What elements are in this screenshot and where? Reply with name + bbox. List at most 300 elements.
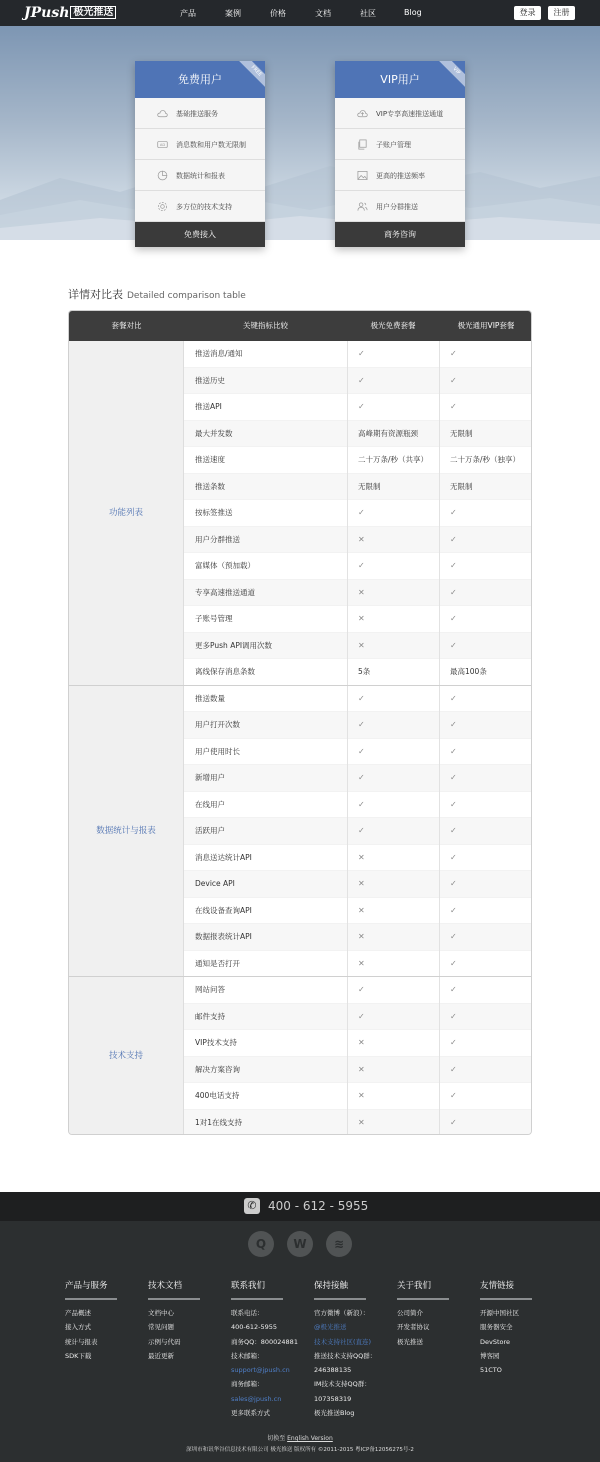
- table-row: [184, 818, 532, 845]
- footer-link[interactable]: 文档中心: [148, 1309, 174, 1317]
- ad-icon: [157, 139, 168, 150]
- cross-icon: ✕: [358, 1117, 365, 1127]
- table-row: [184, 633, 532, 660]
- plan-card-vip: [335, 61, 465, 247]
- check-icon: ✓: [450, 375, 457, 385]
- table-row: [184, 474, 532, 501]
- metric-cell: [195, 845, 252, 872]
- copyright: 深圳市和讯华谷信息技术有限公司 极光推送 版权所有 ©2011-2015 粤ICP备12056275号-2: [186, 1447, 414, 1453]
- switch-label: 切换至: [267, 1435, 286, 1442]
- cell-text: 富媒体（预加载）: [195, 561, 255, 570]
- plan-feature: [335, 98, 465, 129]
- footer-column: [231, 1279, 298, 1420]
- free-cell: [347, 845, 439, 872]
- footer-link[interactable]: 51CTO: [480, 1366, 502, 1375]
- check-icon: ✓: [450, 693, 457, 703]
- check-icon: ✓: [358, 720, 365, 729]
- nav-item-blog[interactable]: Blog: [404, 8, 422, 17]
- free-cell: [347, 1057, 439, 1084]
- table-row: [184, 1083, 532, 1110]
- check-icon: ✓: [450, 932, 457, 941]
- vip-cell: [439, 792, 532, 819]
- cross-icon: ✕: [358, 932, 365, 941]
- rss-icon[interactable]: ≋: [326, 1231, 352, 1257]
- footer-column-title: 关于我们: [397, 1279, 449, 1300]
- vip-cell: [439, 659, 532, 686]
- nav-item-docs[interactable]: 文档: [315, 9, 331, 18]
- footer-link[interactable]: 常见问题: [148, 1323, 174, 1332]
- vip-cell: [439, 1083, 532, 1110]
- vip-cell: [439, 633, 532, 660]
- footer-link[interactable]: 极光推送Blog: [314, 1409, 355, 1418]
- check-icon: ✓: [450, 826, 457, 835]
- footer-link[interactable]: 开发者协议: [397, 1323, 430, 1332]
- vip-cell: [439, 977, 532, 1004]
- english-version-link[interactable]: English Version: [287, 1435, 333, 1442]
- free-cell: [347, 500, 439, 527]
- vip-cell: [439, 845, 532, 872]
- comparison-title: [68, 286, 246, 302]
- footer-link[interactable]: 商务QQ：800024881: [231, 1337, 298, 1346]
- metric-cell: [195, 606, 233, 633]
- vip-cell: [439, 1110, 532, 1136]
- metric-cell: [195, 633, 272, 660]
- table-row: [184, 845, 532, 872]
- table-row: [184, 871, 532, 898]
- metric-cell: [195, 977, 225, 1004]
- vip-cell: [439, 871, 532, 898]
- free-cell: [347, 977, 439, 1004]
- vip-cell: [439, 1004, 532, 1031]
- metric-cell: [195, 527, 240, 554]
- footer-link[interactable]: 400-612-5955: [231, 1323, 278, 1332]
- footer-link[interactable]: 示例与代码: [148, 1337, 181, 1346]
- phone-number: 400 - 612 - 5955: [268, 1199, 369, 1213]
- check-icon: ✓: [358, 508, 365, 517]
- cross-icon: ✕: [358, 958, 365, 968]
- table-row: [184, 394, 532, 421]
- cell-text: 二十万条/秒（共享）: [358, 455, 429, 464]
- table-row: [184, 739, 532, 766]
- table-row: [184, 924, 532, 951]
- check-icon: ✓: [450, 614, 457, 623]
- check-icon: ✓: [358, 773, 365, 782]
- metric-cell: [195, 341, 243, 368]
- check-icon: ✓: [450, 1091, 457, 1100]
- cell-text: 无限制: [450, 428, 473, 438]
- plan-ribbon: VIP: [437, 61, 465, 90]
- table-row: [184, 341, 532, 368]
- cell-text: 按标签推送: [195, 508, 233, 517]
- metric-cell: [195, 368, 225, 395]
- vip-cell: [439, 341, 532, 368]
- footer-link[interactable]: 246388135: [314, 1366, 352, 1375]
- plan-title: VIP用户: [380, 73, 420, 86]
- free-cell: [347, 659, 439, 686]
- check-icon: ✓: [358, 402, 365, 411]
- footer-column-title: 保持接触: [314, 1279, 366, 1300]
- table-row: [184, 712, 532, 739]
- plan-card-header: [135, 61, 265, 98]
- metric-cell: [195, 924, 252, 951]
- table-row: [184, 898, 532, 925]
- footer-link[interactable]: 107358319: [314, 1394, 352, 1403]
- footer-link[interactable]: sales@jpush.cn: [231, 1394, 282, 1403]
- vip-cell: [439, 474, 532, 501]
- table-row: [184, 1110, 532, 1136]
- cell-text: 推送历史: [195, 375, 225, 385]
- header-vip: 极光通用VIP套餐: [457, 321, 515, 330]
- hero-banner: [0, 26, 600, 240]
- footer-link[interactable]: support@jpush.cn: [231, 1366, 290, 1375]
- footer-column: [480, 1279, 532, 1377]
- metric-cell: [195, 739, 240, 766]
- check-icon: ✓: [450, 958, 457, 968]
- free-cell: [347, 871, 439, 898]
- cell-text: 400电话支持: [195, 1091, 240, 1100]
- plan-ribbon: FREE: [237, 61, 265, 90]
- check-icon: ✓: [358, 826, 365, 835]
- login-button[interactable]: 登录: [514, 6, 541, 20]
- free-cell: [347, 1083, 439, 1110]
- table-row: [184, 606, 532, 633]
- logo-text: JPush: [24, 5, 70, 21]
- footer-link[interactable]: DevStore: [480, 1337, 511, 1346]
- cell-text: 活跃用户: [195, 826, 225, 835]
- svg-text:AD: AD: [159, 143, 166, 148]
- check-icon: ✓: [450, 1038, 457, 1047]
- cell-text: 新增用户: [195, 773, 225, 782]
- free-cell: [347, 447, 439, 474]
- plan-feature-text: 数据统计和报表: [176, 172, 225, 180]
- cross-icon: ✕: [358, 852, 365, 862]
- check-icon: ✓: [450, 720, 457, 729]
- check-icon: ✓: [450, 534, 457, 544]
- vip-cell: [439, 818, 532, 845]
- free-cell: [347, 818, 439, 845]
- comparison-title-en: Detailed comparison table: [127, 291, 246, 301]
- footer-link[interactable]: 技术邮箱：: [231, 1351, 264, 1360]
- check-icon: ✓: [450, 852, 457, 862]
- check-icon: ✓: [450, 587, 457, 597]
- cell-text: 推送API: [195, 402, 222, 411]
- footer-column: [65, 1279, 117, 1363]
- free-cell: [347, 368, 439, 395]
- cell-text: 高峰期有资源瓶颈: [358, 428, 418, 438]
- gear-icon: [157, 201, 168, 212]
- cell-text: 网站问答: [195, 985, 225, 994]
- free-cell: [347, 924, 439, 951]
- jpush-logo[interactable]: [24, 5, 116, 23]
- plan-feature-text: 基础推送服务: [176, 110, 218, 118]
- plan-feature: [135, 98, 265, 129]
- check-icon: ✓: [450, 640, 457, 650]
- footer-link[interactable]: 技术支持社区(直连): [314, 1337, 372, 1346]
- footer-link[interactable]: 极光推送: [397, 1337, 423, 1346]
- footer-link[interactable]: 更多联系方式: [231, 1409, 270, 1418]
- table-row: [184, 659, 532, 686]
- metric-cell: [195, 553, 255, 580]
- check-icon: ✓: [450, 985, 457, 994]
- cell-text: 在线用户: [195, 799, 225, 809]
- check-icon: ✓: [358, 349, 365, 358]
- vip-cell: [439, 951, 532, 978]
- cell-text: 推送条数: [195, 481, 225, 491]
- free-cell: [347, 1110, 439, 1136]
- table-row: [184, 553, 532, 580]
- footer-link[interactable]: 商务邮箱：: [231, 1380, 264, 1389]
- table-row: [184, 447, 532, 474]
- table-row: [184, 1004, 532, 1031]
- vip-cell: [439, 924, 532, 951]
- free-cell: [347, 765, 439, 792]
- footer-link[interactable]: 推送技术支持QQ群：: [314, 1351, 377, 1360]
- metric-cell: [195, 1110, 242, 1136]
- mountain-backdrop: [0, 130, 600, 240]
- top-navbar: [0, 0, 600, 26]
- table-row: [184, 580, 532, 607]
- check-icon: ✓: [450, 879, 457, 888]
- metric-cell: [195, 1083, 239, 1110]
- free-cell: [347, 421, 439, 448]
- check-icon: ✓: [358, 1011, 365, 1021]
- vip-cell: [439, 527, 532, 554]
- check-icon: ✓: [450, 349, 457, 358]
- check-icon: ✓: [358, 746, 365, 756]
- header-plan: 套餐对比: [111, 321, 142, 330]
- register-button[interactable]: 注册: [548, 6, 575, 20]
- table-header: [69, 311, 532, 341]
- cross-icon: ✕: [358, 879, 365, 888]
- cell-text: 无限制: [358, 481, 381, 491]
- check-icon: ✓: [450, 561, 457, 570]
- cell-text: 通知是否打开: [195, 958, 240, 968]
- cell-text: 子账号管理: [195, 614, 233, 623]
- plan-feature: [135, 160, 265, 191]
- cell-text: 消息送达统计API: [195, 852, 252, 862]
- plan-feature-text: 用户分群推送: [376, 203, 418, 211]
- metric-cell: [195, 500, 233, 527]
- free-cell: [347, 527, 439, 554]
- cell-text: Device API: [195, 879, 235, 888]
- business-consult-button[interactable]: 商务咨询: [335, 222, 465, 247]
- table-row: [184, 421, 532, 448]
- vip-cell: [439, 606, 532, 633]
- vip-cell: [439, 739, 532, 766]
- footer-link[interactable]: 博客园: [480, 1351, 500, 1360]
- cell-text: 离线保存消息条数: [195, 667, 255, 676]
- footer-link[interactable]: 统计与报表: [65, 1337, 98, 1346]
- free-cell: [347, 792, 439, 819]
- check-icon: ✓: [450, 1064, 457, 1074]
- free-signup-button[interactable]: 免费接入: [135, 222, 265, 247]
- metric-cell: [195, 898, 252, 925]
- footer-link[interactable]: IM技术支持QQ群：: [314, 1380, 371, 1389]
- free-cell: [347, 580, 439, 607]
- check-icon: ✓: [358, 985, 365, 994]
- footer-column: [314, 1279, 376, 1420]
- free-cell: [347, 686, 439, 713]
- footer-link[interactable]: SDK下载: [65, 1351, 92, 1360]
- footer-link[interactable]: 开源中国社区: [480, 1309, 519, 1317]
- footer-link[interactable]: 官方微博（新浪）：: [314, 1309, 370, 1317]
- check-icon: ✓: [450, 402, 457, 411]
- table-row: [184, 500, 532, 527]
- footer-column-title: 联系我们: [231, 1279, 283, 1300]
- table-row: [184, 1057, 532, 1084]
- table-row: [184, 1030, 532, 1057]
- metric-cell: [195, 1004, 225, 1031]
- footer-link[interactable]: 联系电话：: [231, 1309, 264, 1317]
- vip-cell: [439, 898, 532, 925]
- header-free: 极光免费套餐: [370, 321, 416, 330]
- qq-icon[interactable]: Q: [248, 1231, 274, 1257]
- metric-cell: [195, 421, 233, 448]
- vip-cell: [439, 447, 532, 474]
- header-metric: 关键指标比较: [243, 321, 288, 330]
- cross-icon: ✕: [358, 587, 365, 597]
- vip-cell: [439, 500, 532, 527]
- table-row: [184, 765, 532, 792]
- free-cell: [347, 341, 439, 368]
- metric-cell: [195, 765, 225, 792]
- nav-item-community[interactable]: 社区: [360, 9, 376, 18]
- nav-item-products[interactable]: 产品: [180, 9, 196, 18]
- check-icon: ✓: [358, 799, 365, 809]
- table-row: [184, 686, 532, 713]
- cell-text: 最大并发数: [195, 428, 233, 438]
- group-cell: 技术支持: [69, 977, 184, 1135]
- cell-text: 更多Push API调用次数: [195, 640, 273, 650]
- metric-cell: [195, 394, 222, 421]
- nav-item-pricing[interactable]: 价格: [270, 9, 286, 18]
- check-icon: ✓: [358, 693, 365, 703]
- metric-cell: [195, 871, 235, 898]
- vip-cell: [439, 368, 532, 395]
- free-cell: [347, 951, 439, 978]
- footer-column-title: 技术文档: [148, 1279, 200, 1300]
- cross-icon: ✕: [358, 534, 365, 544]
- cell-text: 5条: [358, 667, 371, 676]
- metric-cell: [195, 659, 255, 686]
- cross-icon: ✕: [358, 1064, 365, 1074]
- footer-link[interactable]: 服务器安全: [480, 1323, 513, 1332]
- check-icon: ✓: [450, 508, 457, 517]
- footer: [0, 1221, 600, 1462]
- check-icon: ✓: [358, 375, 365, 385]
- check-icon: ✓: [450, 1011, 457, 1021]
- metric-cell: [195, 818, 225, 845]
- metric-cell: [195, 1030, 237, 1057]
- plan-feature-text: 更高的推送频率: [376, 172, 425, 180]
- footer-link[interactable]: 产品概述: [65, 1309, 91, 1317]
- comparison-title-cn: 详情对比表: [68, 288, 123, 301]
- footer-link[interactable]: @极光推送: [314, 1323, 347, 1332]
- footer-link[interactable]: 公司简介: [397, 1309, 423, 1317]
- cell-text: 专享高速推送通道: [195, 587, 255, 597]
- cell-text: 推送消息/通知: [195, 349, 243, 358]
- metric-cell: [195, 951, 240, 978]
- cross-icon: ✕: [358, 640, 365, 650]
- metric-cell: [195, 474, 225, 501]
- check-icon: ✓: [450, 773, 457, 782]
- vip-cell: [439, 553, 532, 580]
- nav-item-cases[interactable]: 案例: [225, 9, 241, 18]
- plan-feature: [135, 191, 265, 222]
- logo-cn-text: 极光推送: [70, 6, 116, 19]
- footer-column: [397, 1279, 449, 1349]
- cell-text: 用户使用时长: [195, 746, 240, 756]
- cell-text: 数据报表统计API: [195, 932, 252, 941]
- plan-feature: [335, 191, 465, 222]
- phone-bar: [0, 1192, 600, 1221]
- vip-cell: [439, 765, 532, 792]
- plan-feature-text: 消息数和用户数无限制: [176, 141, 246, 149]
- group-cell: 数据统计与报表: [69, 686, 184, 978]
- group-cell: 功能列表: [69, 341, 184, 686]
- cross-icon: ✕: [358, 614, 365, 623]
- vip-cell: [439, 712, 532, 739]
- check-icon: ✓: [450, 1117, 457, 1127]
- vip-cell: [439, 394, 532, 421]
- table-row: [184, 368, 532, 395]
- free-cell: [347, 739, 439, 766]
- comparison-table: [68, 310, 532, 1135]
- cell-text: 最高100条: [450, 667, 487, 676]
- vip-cell: [439, 580, 532, 607]
- table-row: [184, 977, 532, 1004]
- free-cell: [347, 1004, 439, 1031]
- copy-icon: [357, 139, 368, 150]
- cell-text: 用户分群推送: [195, 534, 240, 544]
- plan-feature-text: VIP专享高速推送通道: [376, 110, 444, 118]
- cell-text: 二十万条/秒（独享）: [450, 455, 521, 464]
- check-icon: ✓: [450, 799, 457, 809]
- free-cell: [347, 898, 439, 925]
- free-cell: [347, 633, 439, 660]
- vip-cell: [439, 421, 532, 448]
- cell-text: 解决方案咨询: [195, 1064, 240, 1074]
- table-row: [184, 527, 532, 554]
- check-icon: ✓: [450, 905, 457, 915]
- plan-card-header: [335, 61, 465, 98]
- vip-cell: [439, 686, 532, 713]
- phone-icon: ✆: [244, 1198, 260, 1214]
- metric-cell: [195, 792, 225, 819]
- weibo-icon[interactable]: W: [287, 1231, 313, 1257]
- metric-cell: [195, 580, 255, 607]
- footer-column: [148, 1279, 200, 1363]
- footer-link[interactable]: 接入方式: [65, 1323, 91, 1332]
- cell-text: 推送数量: [195, 693, 225, 703]
- cell-text: VIP技术支持: [195, 1038, 237, 1047]
- users-icon: [357, 201, 368, 212]
- cell-text: 在线设备查询API: [195, 905, 252, 915]
- cross-icon: ✕: [358, 1091, 365, 1100]
- free-cell: [347, 394, 439, 421]
- free-cell: [347, 474, 439, 501]
- picture-icon: [357, 170, 368, 181]
- check-icon: ✓: [358, 561, 365, 570]
- language-switch: [0, 1433, 600, 1442]
- plan-feature-text: 子账户管理: [376, 141, 411, 149]
- metric-cell: [195, 447, 225, 474]
- plan-feature: [135, 129, 265, 160]
- footer-column-title: 产品与服务: [65, 1279, 117, 1300]
- metric-cell: [195, 686, 225, 713]
- footer-link[interactable]: 最近更新: [148, 1351, 174, 1360]
- check-icon: ✓: [450, 746, 457, 756]
